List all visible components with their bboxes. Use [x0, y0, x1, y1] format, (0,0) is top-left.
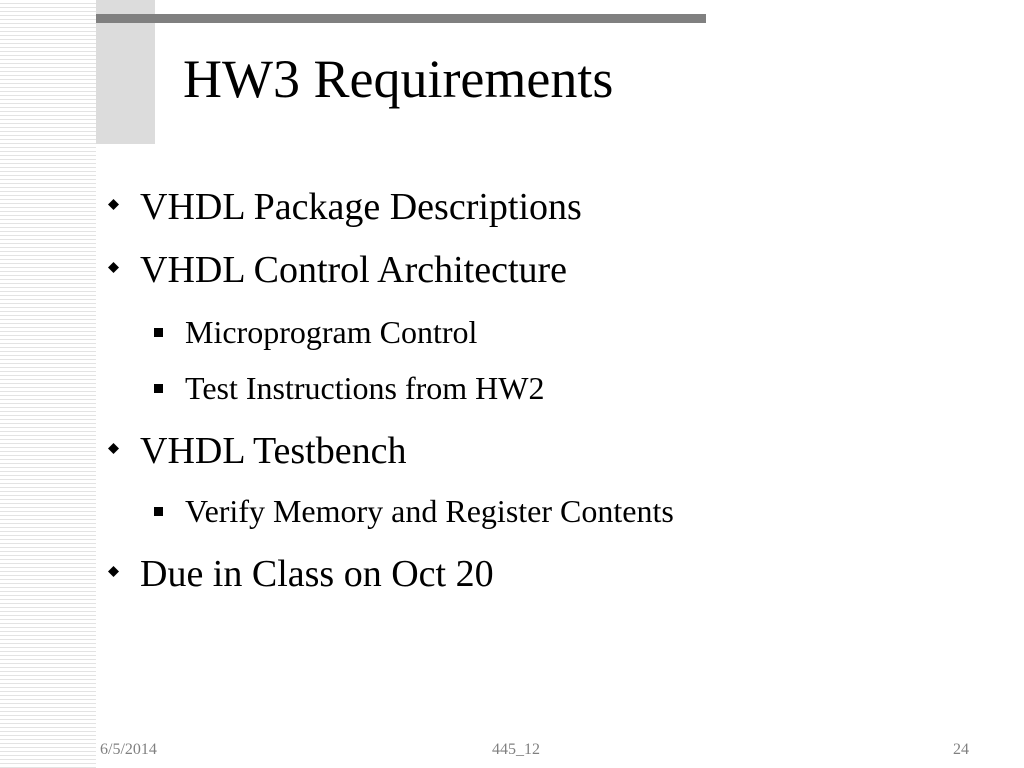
- footer-course: 445_12: [492, 741, 540, 758]
- bullet-item: [140, 428, 406, 474]
- diamond-bullet-icon: [108, 443, 119, 454]
- bullet-item: [140, 247, 567, 293]
- diamond-bullet-icon: [108, 262, 119, 273]
- diamond-bullet-icon: [108, 199, 119, 210]
- sub-bullet-text: Test Instructions from HW2: [185, 370, 545, 406]
- sub-bullet-text: Verify Memory and Register Contents: [185, 493, 674, 529]
- slide-title: HW3 Requirements: [183, 49, 614, 109]
- square-bullet-icon: [154, 384, 163, 393]
- diamond-bullet-icon: [108, 566, 119, 577]
- bullet-item: [140, 551, 494, 597]
- footer-date: 6/5/2014: [100, 741, 157, 758]
- bullet-item: [140, 184, 582, 230]
- bullet-text: Due in Class on Oct 20: [140, 553, 494, 595]
- sub-bullet-item: [185, 312, 477, 352]
- sub-bullet-text: Microprogram Control: [185, 314, 478, 350]
- square-bullet-icon: [154, 507, 163, 516]
- footer-page-number: 24: [953, 741, 969, 758]
- sub-bullet-item: [185, 491, 674, 531]
- bullet-text: VHDL Testbench: [140, 430, 407, 472]
- bullet-text: VHDL Control Architecture: [140, 249, 568, 291]
- sub-bullet-item: [185, 368, 544, 408]
- bullet-text: VHDL Package Descriptions: [140, 186, 582, 228]
- square-bullet-icon: [154, 328, 163, 337]
